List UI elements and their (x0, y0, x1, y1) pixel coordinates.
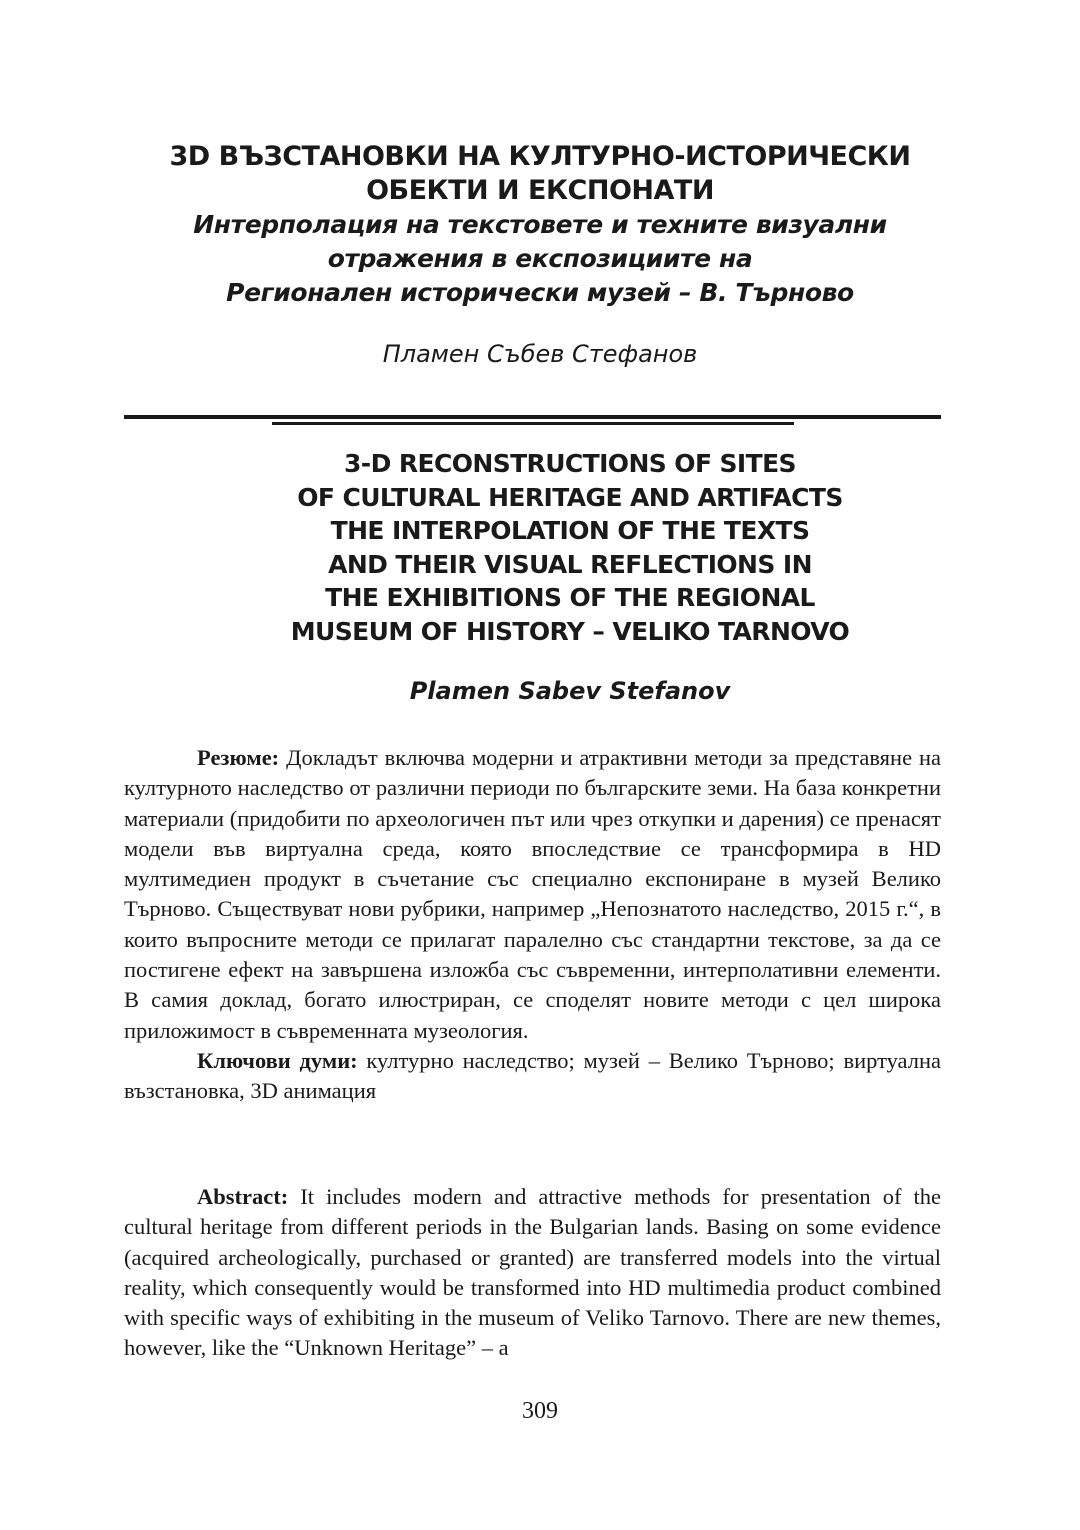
english-title (220, 447, 920, 649)
resume-text: Докладът включва модерни и атрактивни методи за представяне на културното наследство от различни периоди по българските земи. На база конкретни материали (придобити по археологичен път или чрез откупки и дарения) се пренасят модели във виртуална среда, която впоследствие се трансформира в HD мултимедиен продукт в съчетание със специално експониране в музей Велико Търново. Съществуват нови рубрики, например „Непознатото наследство, 2015 г.“, в които въпросните методи се прилагат паралелно със стандартни текстове, за да се постигене ефект на завършена изложба със съвременни, интерполативни елементи. В самия доклад, богато илюстриран, се споделят новите методи с цел широка приложимост в съвременната музеология. (124, 745, 941, 1043)
thin-divider (272, 422, 794, 425)
abstract-label: Abstract: (197, 1184, 289, 1209)
resume-paragraph (124, 743, 941, 1046)
abstract-paragraph (124, 1182, 941, 1364)
en-title-line-5: THE EXHIBITIONS OF THE REGIONAL (325, 583, 815, 613)
en-title-line-3: THE INTERPOLATION OF THE TEXTS (330, 516, 810, 546)
english-author: Plamen Sabev Stefanov (409, 677, 731, 705)
bulgarian-author: Пламен Събев Стефанов (382, 340, 698, 368)
keywords-label: Ключови думи: (197, 1047, 358, 1073)
en-title-line-6: MUSEUM OF HISTORY – VELIKO TARNOVO (290, 616, 850, 646)
en-title-line-1: 3-D RECONSTRUCTIONS OF SITES (344, 449, 796, 478)
page-number: 309 (522, 1398, 558, 1424)
thick-divider (124, 415, 941, 419)
en-title-line-2: OF CULTURAL HERITAGE AND ARTIFACTS (297, 482, 843, 512)
keywords-paragraph (124, 1046, 941, 1107)
resume-label: Резюме: (197, 745, 280, 770)
bg-title-line-1: 3D ВЪЗСТАНОВКИ НА КУЛТУРНО-ИСТОРИЧЕСКИ (169, 141, 911, 172)
bg-subtitle-line-2: отражения в експозициите на (327, 244, 753, 273)
bg-subtitle-line-1: Интерполация на текстовете и техните визуални (193, 210, 887, 239)
abstract-text: It includes modern and attractive methods for presentation of the cultural heritage from different periods in the Bulgarian lands. Basing on some evidence (acquired archeologically, purchased or granted) are transferred models into the virtual reality, which consequently would be transformed into HD multimedia product combined with specific ways of exhibiting in the museum of Veliko Tarnovo. There are new themes, however, like the “Unknown Heritage” – a (124, 1184, 941, 1361)
keywords-text: културно наследство; музей – Велико Търново; виртуална възстановка, 3D анимация (124, 1047, 941, 1104)
abstract-section (124, 1182, 941, 1364)
resume-section (124, 743, 941, 1107)
bg-title-line-2: ОБЕКТИ И ЕКСПОНАТИ (366, 175, 714, 206)
en-title-line-4: AND THEIR VISUAL REFLECTIONS IN (328, 549, 812, 579)
bulgarian-title (100, 140, 980, 310)
bg-subtitle-line-3: Регионален исторически музей – В. Търново (226, 278, 854, 307)
